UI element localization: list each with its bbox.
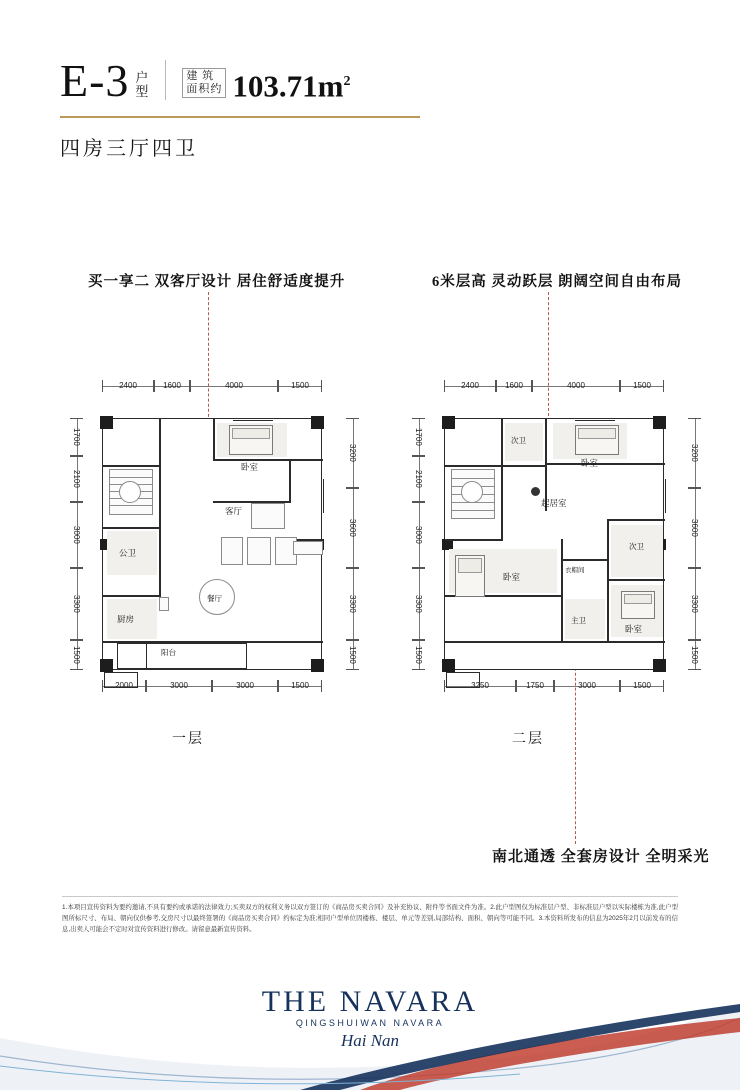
column-se <box>311 659 324 672</box>
dim-left-0: 1700 <box>70 418 83 456</box>
label-bedroom-sw: 卧室 <box>503 572 521 582</box>
p2-7 <box>445 539 503 541</box>
label-master-wc: 主卫 <box>571 616 586 625</box>
p2-13 <box>607 579 665 581</box>
dim-left-2-f2: 3000 <box>412 502 425 568</box>
disclaimer-rule <box>62 896 678 897</box>
dim-top-1-f2: 1600 <box>496 380 532 392</box>
dim-left-1-f2: 2100 <box>412 456 425 502</box>
p2-14 <box>445 641 665 643</box>
armchair-left <box>221 537 243 565</box>
partition-8 <box>289 459 291 503</box>
dim-right-2: 3300 <box>346 568 359 640</box>
p2-9 <box>561 539 563 641</box>
p2-3 <box>501 465 547 467</box>
dim-right-group-f2 <box>688 418 702 670</box>
floor-label-first: 一层 <box>172 732 204 747</box>
column-sw-f2 <box>442 659 455 672</box>
lounge-plant <box>531 487 540 496</box>
room-summary: 四房三厅四卫 <box>60 138 198 160</box>
column-ne-f2 <box>653 416 666 429</box>
window-north-f2 <box>575 418 615 421</box>
dim-top-group-f1 <box>102 380 322 394</box>
dim-bot-2: 3000 <box>212 680 278 692</box>
building-outline-f2 <box>444 418 664 670</box>
side-cabinet <box>293 541 323 555</box>
label-public-wc: 公卫 <box>119 548 137 558</box>
dim-left-4-f2: 1500 <box>412 640 425 670</box>
dim-left-4: 1500 <box>70 640 83 670</box>
partition-7 <box>213 459 323 461</box>
page-header <box>60 55 680 161</box>
brand-subtitle: QINGSHUIWAN NAVARA <box>295 1018 445 1028</box>
building-outline-f1 <box>102 418 322 670</box>
area-tag-line1: 建 筑 <box>186 70 215 82</box>
header-gold-rule <box>60 116 420 118</box>
title-divider <box>165 60 166 100</box>
dim-bot-1-f2: 1750 <box>516 680 554 692</box>
stair-core-circle-f2 <box>461 481 483 503</box>
dim-right-2-f2: 3300 <box>688 568 701 640</box>
label-bedroom-f1: 卧室 <box>241 462 259 472</box>
label-dining: 餐厅 <box>207 594 222 603</box>
dim-left-0-f2: 1700 <box>412 418 425 456</box>
p2-6 <box>547 463 665 465</box>
p2-1 <box>501 419 503 539</box>
dim-left-1: 2100 <box>70 456 83 502</box>
dim-top-0-f2: 2400 <box>444 380 496 392</box>
dim-top-3: 1500 <box>278 380 322 392</box>
bed-ne <box>575 425 619 455</box>
model-code: E-3 <box>60 55 130 106</box>
dim-right-0-f2: 3200 <box>688 418 701 488</box>
p2-10 <box>561 559 609 561</box>
disclaimer-text: 1.本项目宣传资料为要约邀请,不具有要约或承诺的法律效力;买卖双方的权利义务以双方签订的《商品房买卖合同》及补充协议、附件等书面文件为准。2.此户型图仅为标准层户型、非标准层户型以实际楼栋为准,此户型图所标尺寸、布局、朝向仅供参考,交房尺寸以最终签署的《商品房买卖合同》约标定为准;相同户型单位因楼栋、楼层、单元等差别,局部结构、面积、朝向等可能不同。3.本资料所发布的信息为2025年2月以前发布的信息,出卖人可能会不定时对宣传资料进行修改。请留意最新宣传资料。 <box>62 904 678 933</box>
dim-right-3-f2: 1500 <box>688 640 701 670</box>
dim-left-group-f1 <box>70 418 84 670</box>
label-living-f1: 客厅 <box>225 506 243 516</box>
partition-4 <box>103 527 161 529</box>
label-kitchen: 厨房 <box>117 614 135 624</box>
dim-right-1: 3600 <box>346 488 359 568</box>
label-secondary-wc-right: 次卫 <box>629 542 644 551</box>
bed-sw <box>455 555 485 597</box>
dim-right-0: 3200 <box>346 418 359 488</box>
dim-bot-0-f2: 3250 <box>444 680 516 692</box>
dim-right-3: 1500 <box>346 640 359 670</box>
dining-chair-w <box>159 597 169 611</box>
area-value <box>232 66 350 101</box>
area-number: 103.71m <box>232 68 344 103</box>
model-word-label <box>135 71 151 99</box>
bay-window-f2 <box>446 672 480 688</box>
dim-left-3-f2: 3300 <box>412 568 425 640</box>
column-sw <box>100 659 113 672</box>
window-east-f2 <box>663 479 666 513</box>
dim-bot-3-f2: 1500 <box>620 680 664 692</box>
dim-top-2: 4000 <box>190 380 278 392</box>
window-north <box>233 418 273 421</box>
dim-right-1-f2: 3600 <box>688 488 701 568</box>
partition-1 <box>159 419 161 465</box>
p2-2 <box>445 465 503 467</box>
sofa <box>247 537 271 565</box>
label-lounge: 起居室 <box>541 498 567 508</box>
dim-left-group-f2 <box>412 418 426 670</box>
column-nw <box>100 416 113 429</box>
dim-bot-2-f2: 3000 <box>554 680 620 692</box>
brand-region: Hai Nan <box>340 1031 400 1050</box>
label-secondary-wc-top: 次卫 <box>511 436 526 445</box>
partition-2 <box>103 465 161 467</box>
dim-top-0: 2400 <box>102 380 154 392</box>
caption-left: 买一享二 双客厅设计 居住舒适度提升 <box>88 274 346 290</box>
caption-right: 6米层高 灵动跃层 朗阔空间自由布局 <box>432 274 682 290</box>
column-nw-f2 <box>442 416 455 429</box>
floor-label-second: 二层 <box>512 732 544 747</box>
dim-top-1: 1600 <box>154 380 190 392</box>
dim-top-3-f2: 1500 <box>620 380 664 392</box>
dim-top-2-f2: 4000 <box>532 380 620 392</box>
label-bedroom-ne: 卧室 <box>581 458 599 468</box>
dim-bot-3: 1500 <box>278 680 322 692</box>
floorplan-second-floor <box>412 380 702 720</box>
area-tag-line2: 面积约 <box>186 83 223 95</box>
partition-3 <box>159 465 161 595</box>
area-tag <box>182 68 226 98</box>
brand-name: THE NAVARA <box>261 985 479 1018</box>
area-unit-sup: 2 <box>343 73 351 89</box>
balcony-divider <box>117 643 147 669</box>
model-word-char2: 型 <box>135 84 149 99</box>
p2-4 <box>545 419 547 467</box>
caption-bottom: 南北通透 全套房设计 全明采光 <box>492 849 710 865</box>
label-bedroom-se: 卧室 <box>625 624 643 634</box>
bay-window-f1 <box>104 672 138 688</box>
partition-6 <box>213 419 215 461</box>
floorplan-first-floor <box>70 380 360 720</box>
dim-left-2: 3000 <box>70 502 83 568</box>
bed-f1 <box>229 425 273 455</box>
dim-bot-1: 3000 <box>146 680 212 692</box>
title-row <box>60 55 680 106</box>
column-se-f2 <box>653 659 666 672</box>
dim-bot-0: 2000 <box>102 680 146 692</box>
label-balcony: 阳台 <box>161 648 176 657</box>
label-walk-in-closet: 衣帽间 <box>565 567 585 574</box>
partition-5 <box>103 595 161 597</box>
dim-left-3: 3300 <box>70 568 83 640</box>
model-word-char1: 户 <box>135 70 149 85</box>
p2-12 <box>607 519 665 521</box>
dim-right-group-f1 <box>346 418 360 670</box>
stair-core-circle <box>119 481 141 503</box>
tv-cabinet <box>251 503 285 529</box>
column-ne <box>311 416 324 429</box>
bed-se <box>621 591 655 619</box>
dim-top-group-f2 <box>444 380 664 394</box>
window-east <box>321 479 324 513</box>
